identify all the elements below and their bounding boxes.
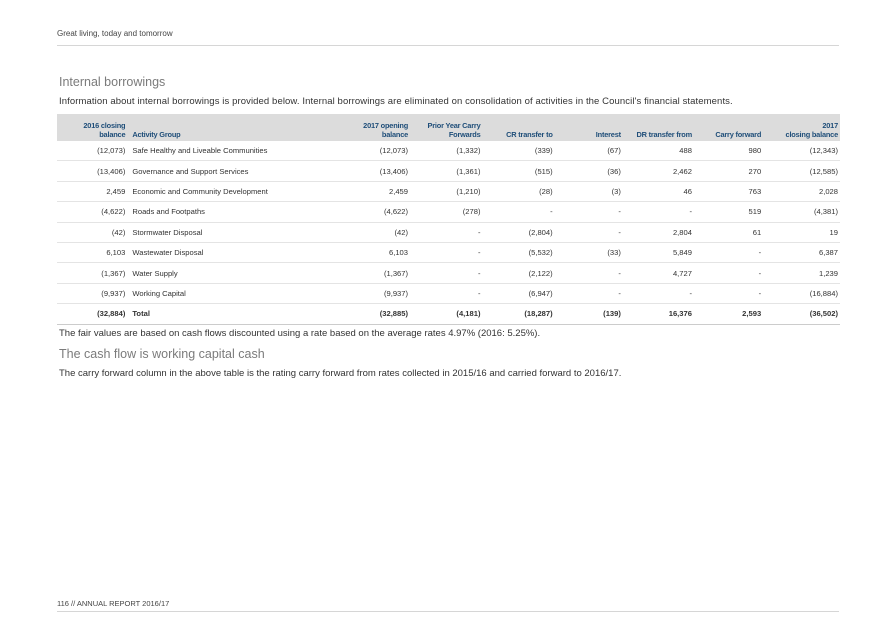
cell-interest: (33): [555, 242, 623, 262]
cell-carry-forward: 61: [694, 222, 763, 242]
col-header-cr-transfer: CR transfer to: [482, 114, 554, 141]
cell-carry-forward: 519: [694, 202, 763, 222]
cell-activity: Working Capital: [129, 283, 336, 303]
cell-dr-transfer: 5,849: [623, 242, 694, 262]
table-header-row: [57, 114, 840, 141]
cell-2016-closing: (13,406): [57, 161, 129, 181]
cell-2016-closing: (4,622): [57, 202, 129, 222]
cell-activity: Total: [129, 304, 336, 324]
cell-cr-transfer: (515): [482, 161, 554, 181]
cell-interest: -: [555, 263, 623, 283]
cell-carry-forward: -: [694, 242, 763, 262]
cell-cr-transfer: -: [482, 202, 554, 222]
running-header: Great living, today and tomorrow: [57, 29, 173, 38]
table-row: [57, 242, 840, 262]
cell-2017-opening: (13,406): [336, 161, 410, 181]
cell-2017-closing: 2,028: [763, 181, 840, 201]
cell-cr-transfer: (2,804): [482, 222, 554, 242]
cell-cr-transfer: (339): [482, 141, 554, 161]
cell-activity: Wastewater Disposal: [129, 242, 336, 262]
table-row: [57, 161, 840, 181]
cell-interest: (67): [555, 141, 623, 161]
cell-2016-closing: 2,459: [57, 181, 129, 201]
cell-dr-transfer: 488: [623, 141, 694, 161]
cell-activity: Water Supply: [129, 263, 336, 283]
cell-prior-year: -: [410, 263, 482, 283]
cell-2017-opening: (1,367): [336, 263, 410, 283]
cell-prior-year: -: [410, 222, 482, 242]
cell-carry-forward: -: [694, 283, 763, 303]
cell-2016-closing: 6,103: [57, 242, 129, 262]
cell-cr-transfer: (28): [482, 181, 554, 201]
intro-paragraph: Information about internal borrowings is provided below. Internal borrowings are eliminated on consolidation of activities in the Council's financial statements.: [59, 96, 733, 107]
cell-dr-transfer: 2,804: [623, 222, 694, 242]
cell-activity: Governance and Support Services: [129, 161, 336, 181]
cell-prior-year: (4,181): [410, 304, 482, 324]
cell-cr-transfer: (18,287): [482, 304, 554, 324]
cell-dr-transfer: -: [623, 283, 694, 303]
table-row: [57, 181, 840, 201]
section-title: Internal borrowings: [59, 75, 166, 89]
table-row: [57, 202, 840, 222]
cell-dr-transfer: -: [623, 202, 694, 222]
cell-2017-closing: (16,884): [763, 283, 840, 303]
table-row: [57, 222, 840, 242]
cell-2017-opening: 6,103: [336, 242, 410, 262]
cell-interest: (3): [555, 181, 623, 201]
col-header-prior-year: Prior Year Carry Forwards: [410, 114, 482, 141]
cell-prior-year: -: [410, 242, 482, 262]
cell-2017-opening: (4,622): [336, 202, 410, 222]
cell-2016-closing: (32,884): [57, 304, 129, 324]
cell-prior-year: (1,361): [410, 161, 482, 181]
cell-2017-closing: (4,381): [763, 202, 840, 222]
cell-carry-forward: 270: [694, 161, 763, 181]
cell-activity: Safe Healthy and Liveable Communities: [129, 141, 336, 161]
cell-2017-closing: (36,502): [763, 304, 840, 324]
cell-2017-closing: (12,343): [763, 141, 840, 161]
cell-interest: (139): [555, 304, 623, 324]
cell-interest: (36): [555, 161, 623, 181]
cell-prior-year: (1,210): [410, 181, 482, 201]
internal-borrowings-table: [57, 114, 840, 325]
cell-carry-forward: 2,593: [694, 304, 763, 324]
cell-cr-transfer: (6,947): [482, 283, 554, 303]
cell-2017-opening: (12,073): [336, 141, 410, 161]
cell-carry-forward: 763: [694, 181, 763, 201]
fair-values-note: The fair values are based on cash flows discounted using a rate based on the average rates 4.97% (2016: 5.25%).: [59, 328, 541, 339]
cell-interest: -: [555, 283, 623, 303]
cell-2017-opening: 2,459: [336, 181, 410, 201]
carry-forward-note: The carry forward column in the above table is the rating carry forward from rates collected in 2015/16 and carried forward to 2016/17.: [59, 368, 622, 379]
cell-activity: Roads and Footpaths: [129, 202, 336, 222]
cell-2017-closing: 19: [763, 222, 840, 242]
cell-prior-year: (1,332): [410, 141, 482, 161]
table-total-row: [57, 304, 840, 324]
col-header-dr-transfer: DR transfer from: [623, 114, 694, 141]
cell-2017-opening: (42): [336, 222, 410, 242]
cell-prior-year: (278): [410, 202, 482, 222]
cell-activity: Economic and Community Development: [129, 181, 336, 201]
col-header-2016-closing: 2016 closing balance: [57, 114, 129, 141]
cell-2016-closing: (1,367): [57, 263, 129, 283]
cell-activity: Stormwater Disposal: [129, 222, 336, 242]
working-capital-subtitle: The cash flow is working capital cash: [59, 347, 265, 361]
cell-dr-transfer: 2,462: [623, 161, 694, 181]
page-footer: 116 // ANNUAL REPORT 2016/17: [57, 599, 170, 608]
cell-dr-transfer: 4,727: [623, 263, 694, 283]
header-divider: [57, 45, 839, 46]
col-header-2017-closing: 2017 closing balance: [763, 114, 840, 141]
cell-dr-transfer: 16,376: [623, 304, 694, 324]
col-header-interest: Interest: [555, 114, 623, 141]
cell-2017-opening: (32,885): [336, 304, 410, 324]
cell-cr-transfer: (5,532): [482, 242, 554, 262]
cell-2016-closing: (12,073): [57, 141, 129, 161]
cell-2017-closing: 6,387: [763, 242, 840, 262]
cell-interest: -: [555, 222, 623, 242]
cell-cr-transfer: (2,122): [482, 263, 554, 283]
cell-2017-opening: (9,937): [336, 283, 410, 303]
cell-2016-closing: (9,937): [57, 283, 129, 303]
footer-divider: [57, 611, 839, 612]
col-header-carry-forward: Carry forward: [694, 114, 763, 141]
cell-carry-forward: 980: [694, 141, 763, 161]
table-body: [57, 141, 840, 324]
table-row: [57, 263, 840, 283]
cell-interest: -: [555, 202, 623, 222]
cell-dr-transfer: 46: [623, 181, 694, 201]
table-row: [57, 283, 840, 303]
col-header-activity: Activity Group: [129, 114, 336, 141]
cell-prior-year: -: [410, 283, 482, 303]
col-header-2017-opening: 2017 opening balance: [336, 114, 410, 141]
table-row: [57, 141, 840, 161]
cell-carry-forward: -: [694, 263, 763, 283]
cell-2016-closing: (42): [57, 222, 129, 242]
cell-2017-closing: 1,239: [763, 263, 840, 283]
cell-2017-closing: (12,585): [763, 161, 840, 181]
